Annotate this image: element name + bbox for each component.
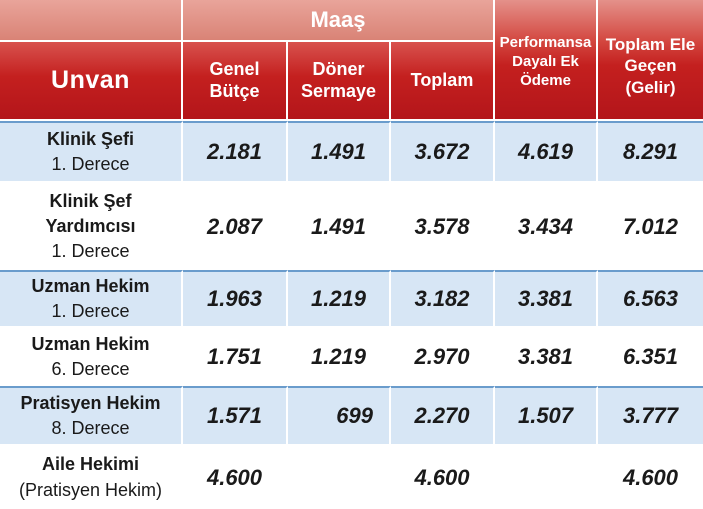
header-doner-sermaye-line1: Döner — [312, 58, 365, 79]
cell-gelir: 6.563 — [598, 270, 703, 328]
row-title-line: Pratisyen Hekim — [20, 392, 161, 413]
cell-performans — [495, 446, 598, 509]
header-performans-line2: Dayalı Ek — [512, 52, 579, 70]
header-performans — [495, 0, 598, 121]
header-toplam-ele-line3: (Gelir) — [625, 77, 676, 97]
header-doner-sermaye — [288, 42, 391, 121]
cell-toplam: 2.970 — [391, 328, 495, 386]
cell-gelir: 4.600 — [598, 446, 703, 509]
header-genel-butce — [183, 42, 288, 121]
cell-performans: 3.434 — [495, 183, 598, 270]
cell-genel: 1.751 — [183, 328, 288, 386]
cell-gelir: 8.291 — [598, 121, 703, 183]
header-maas: Maaş — [183, 0, 495, 42]
cell-doner: 1.219 — [288, 270, 391, 328]
row-title — [0, 121, 183, 183]
cell-doner: 1.491 — [288, 183, 391, 270]
cell-doner: 1.219 — [288, 328, 391, 386]
row-title-line: (Pratisyen Hekim) — [18, 479, 163, 500]
cell-performans: 1.507 — [495, 386, 598, 446]
cell-doner: 1.491 — [288, 121, 391, 183]
cell-genel: 1.571 — [183, 386, 288, 446]
cell-doner: 699 — [288, 386, 391, 446]
cell-toplam: 3.182 — [391, 270, 495, 328]
cell-genel: 4.600 — [183, 446, 288, 509]
cell-gelir: 7.012 — [598, 183, 703, 270]
row-title-line: 1. Derece — [51, 154, 130, 174]
row-title — [0, 183, 183, 270]
header-unvan: Unvan — [0, 42, 183, 121]
row-title-line: 1. Derece — [51, 301, 130, 321]
cell-performans: 3.381 — [495, 328, 598, 386]
cell-toplam: 3.578 — [391, 183, 495, 270]
cell-doner — [288, 446, 391, 509]
header-toplam-ele — [598, 0, 703, 121]
cell-toplam: 3.672 — [391, 121, 495, 183]
header-performans-line3: Ödeme — [520, 71, 571, 89]
cell-gelir: 3.777 — [598, 386, 703, 446]
cell-performans: 4.619 — [495, 121, 598, 183]
row-title — [0, 270, 183, 328]
row-title-line: 1. Derece — [51, 241, 130, 262]
row-title-line: 6. Derece — [51, 359, 130, 379]
row-title — [0, 328, 183, 386]
row-title — [0, 386, 183, 446]
header-doner-sermaye-line2: Sermaye — [300, 80, 377, 101]
row-title-line: Yardımcısı — [45, 215, 136, 236]
header-toplam-ele-line2: Geçen — [624, 56, 677, 76]
row-title — [0, 446, 183, 509]
cell-toplam: 2.270 — [391, 386, 495, 446]
cell-genel: 1.963 — [183, 270, 288, 328]
row-title-line: Aile Hekimi — [41, 454, 140, 475]
cell-gelir: 6.351 — [598, 328, 703, 386]
header-performans-line1: Performansa — [499, 34, 592, 51]
cell-performans: 3.381 — [495, 270, 598, 328]
cell-toplam: 4.600 — [391, 446, 495, 509]
cell-genel: 2.087 — [183, 183, 288, 270]
header-genel-butce-line1: Genel — [209, 58, 260, 79]
row-title-line: Klinik Şefi — [46, 128, 135, 149]
cell-genel: 2.181 — [183, 121, 288, 183]
header-toplam: Toplam — [391, 42, 495, 121]
header-toplam-ele-line1: Toplam Ele — [605, 35, 696, 54]
row-title-line: Klinik Şef — [49, 190, 132, 211]
row-title-line: Uzman Hekim — [31, 333, 150, 354]
header-genel-butce-line2: Bütçe — [209, 80, 260, 101]
row-title-line: 8. Derece — [51, 418, 130, 438]
header-corner — [0, 0, 183, 42]
row-title-line: Uzman Hekim — [31, 275, 150, 296]
